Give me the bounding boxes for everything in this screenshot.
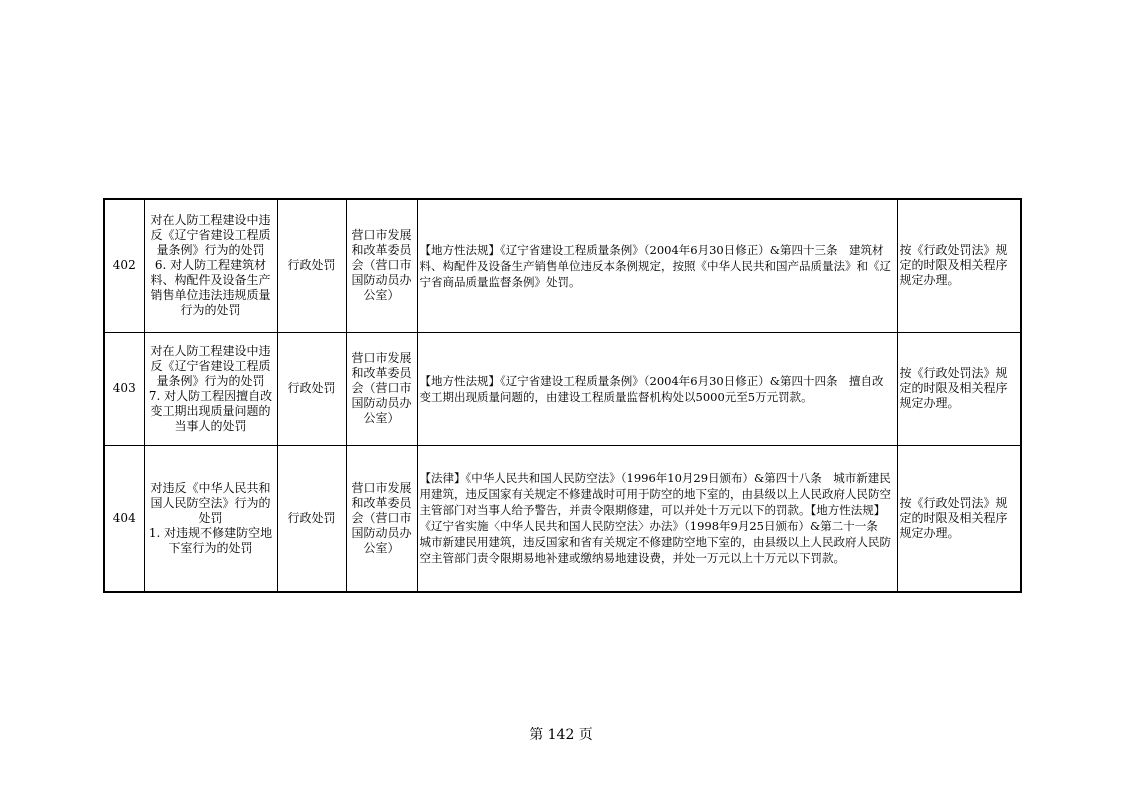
item-type: 行政处罚 bbox=[277, 332, 346, 445]
page-number: 第 142 页 bbox=[529, 727, 593, 743]
item-main: 对在人防工程建设中违反《辽宁省建设工程质量条例》行为的处罚 bbox=[150, 213, 271, 258]
time-limit: 按《行政处罚法》规定的时限及相关程序规定办理。 bbox=[897, 445, 1021, 592]
punishment-table bbox=[103, 198, 1022, 593]
item-type: 行政处罚 bbox=[277, 445, 346, 592]
legal-basis: 【法律】《中华人民共和国人民防空法》（1996年10月29日颁布）&第四十八条 城市新建民用建筑，违反国家有关规定不修建战时可用于防空的地下室的，由县级以上人民政府人民防空主管部门对当事人给予警告，并责令限期修建，可以并处十万元以下的罚款。【地方性法规】《辽宁省实施〈中华人民共和国人民防空法〉办法》（1998年9月25日颁布）&第二十一条 城市新建民用建筑，违反国家和省有关规定不修建防空地下室的，由县级以上人民政府人民防空主管部门责令限期易地补建或缴纳易地建设费，并处一万元以上十万元以下罚款。 bbox=[417, 445, 897, 592]
item-main: 对违反《中华人民共和国人民防空法》行为的处罚 bbox=[150, 480, 271, 525]
row-number: 404 bbox=[104, 445, 144, 592]
time-limit: 按《行政处罚法》规定的时限及相关程序规定办理。 bbox=[897, 199, 1021, 332]
item-type: 行政处罚 bbox=[277, 199, 346, 332]
department: 营口市发展和改革委员会（营口市国防动员办公室） bbox=[346, 199, 417, 332]
item-sub: 1. 对违规不修建防空地下室行为的处罚 bbox=[148, 525, 273, 555]
department: 营口市发展和改革委员会（营口市国防动员办公室） bbox=[346, 332, 417, 445]
table-row bbox=[104, 445, 1021, 592]
legal-basis: 【地方性法规】《辽宁省建设工程质量条例》（2004年6月30日修正）&第四十四条 擅自改变工期出现质量问题的，由建设工程质量监督机构处以5000元至5万元罚款。 bbox=[417, 332, 897, 445]
item-main: 对在人防工程建设中违反《辽宁省建设工程质量条例》行为的处罚 bbox=[150, 343, 271, 388]
legal-basis: 【地方性法规】《辽宁省建设工程质量条例》（2004年6月30日修正）&第四十三条 建筑材料、构配件及设备生产销售单位违反本条例规定，按照《中华人民共和国产品质量法》和《辽宁省商品质量监督条例》处罚。 bbox=[417, 199, 897, 332]
row-number: 403 bbox=[104, 332, 144, 445]
item-name bbox=[144, 199, 277, 332]
item-name bbox=[144, 332, 277, 445]
time-limit: 按《行政处罚法》规定的时限及相关程序规定办理。 bbox=[897, 332, 1021, 445]
item-sub: 7. 对人防工程因擅自改变工期出现质量问题的当事人的处罚 bbox=[148, 388, 273, 433]
row-number: 402 bbox=[104, 199, 144, 332]
item-sub: 6. 对人防工程建筑材料、构配件及设备生产销售单位违法违规质量行为的处罚 bbox=[150, 258, 271, 318]
department: 营口市发展和改革委员会（营口市国防动员办公室） bbox=[346, 445, 417, 592]
item-name bbox=[144, 445, 277, 592]
table-row bbox=[104, 332, 1021, 445]
table-row bbox=[104, 199, 1021, 332]
